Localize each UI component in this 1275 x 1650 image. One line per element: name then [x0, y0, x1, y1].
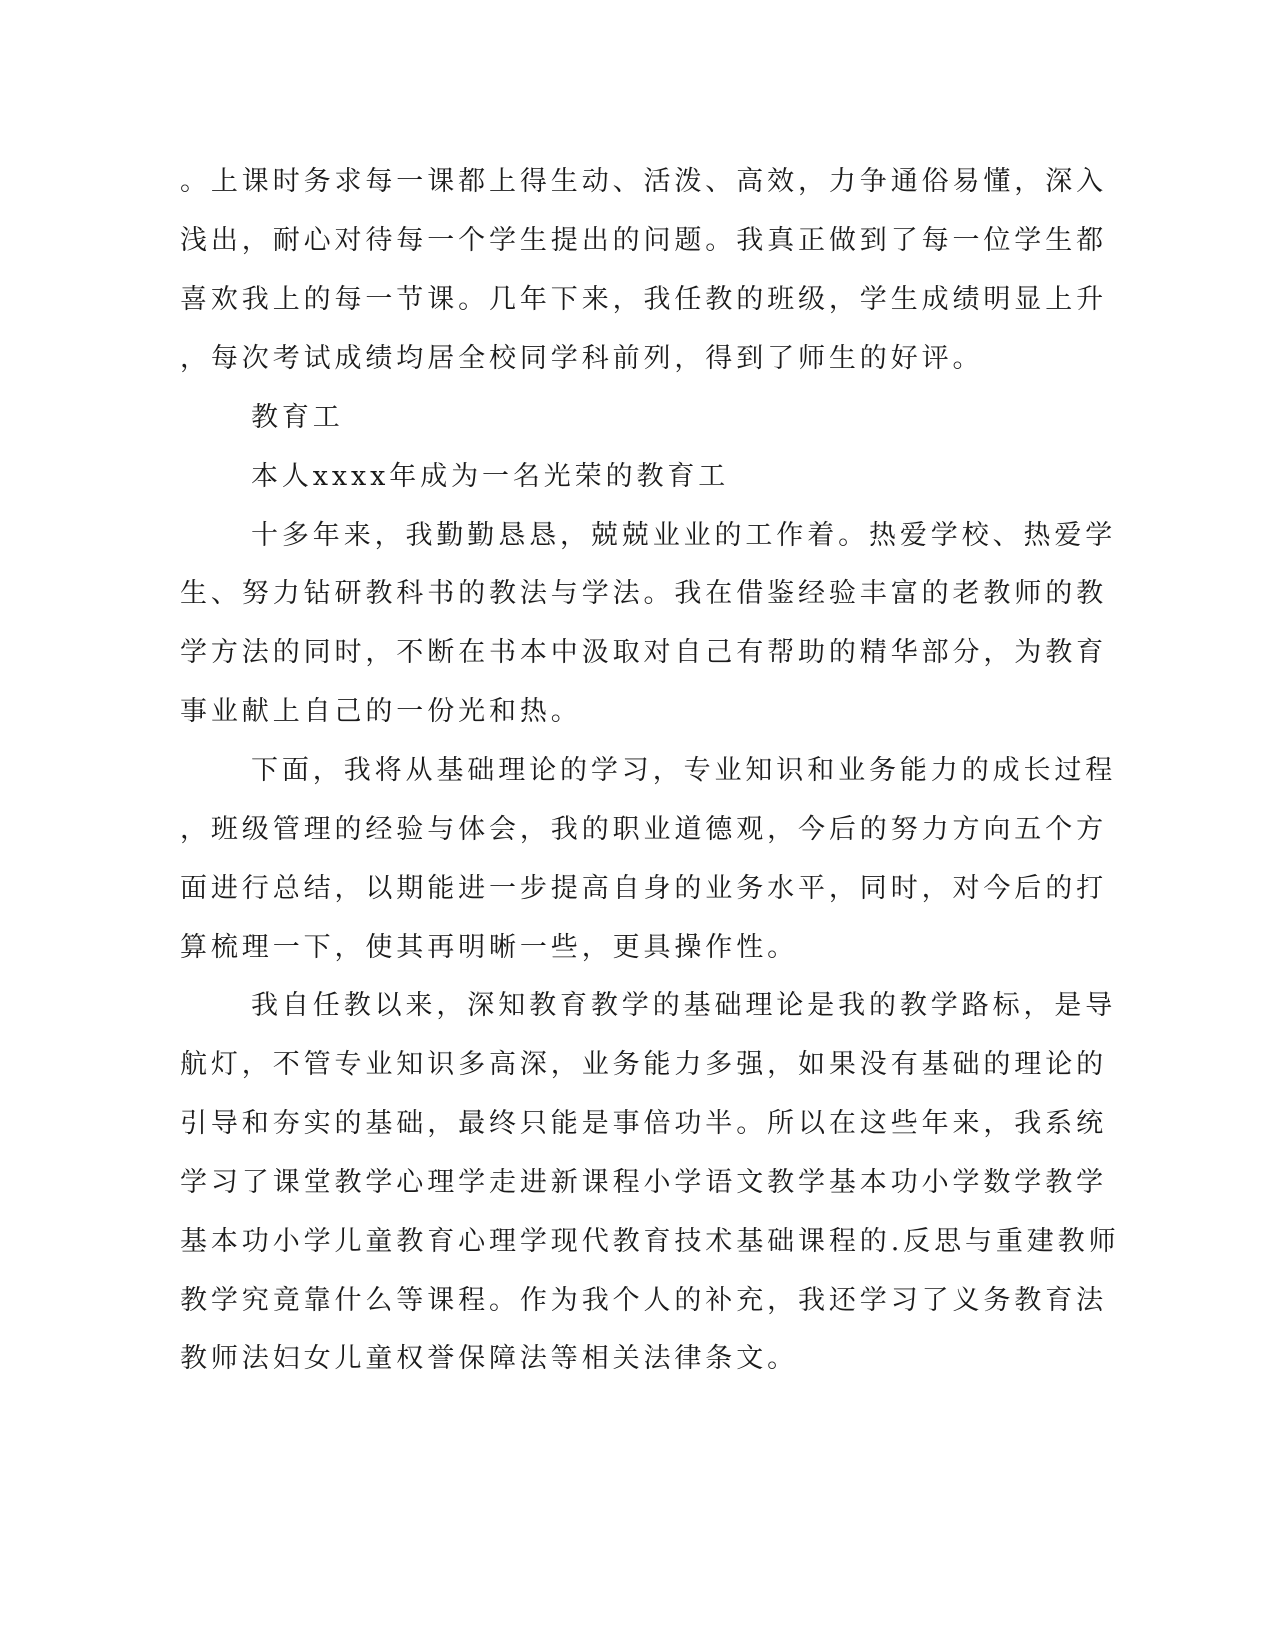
text-line: 教学究竟靠什么等课程。作为我个人的补充，我还学习了义务教育法 [180, 1285, 1107, 1316]
text-line: 。上课时务求每一课都上得生动、活泼、高效，力争通俗易懂，深入 [180, 166, 1107, 197]
text-line: 浅出，耐心对待每一个学生提出的问题。我真正做到了每一位学生都 [180, 225, 1107, 256]
text-line: 学方法的同时，不断在书本中汲取对自己有帮助的精华部分，为教育 [180, 637, 1107, 668]
text-line: ，每次考试成绩均居全校同学科前列，得到了师生的好评。 [180, 343, 984, 374]
section-heading: 教育工 [251, 402, 344, 433]
text-line: 我自任教以来，深知教育教学的基础理论是我的教学路标，是导 [251, 990, 1117, 1021]
text-line: 本人xxxx年成为一名光荣的教育工 [251, 461, 730, 492]
text-line: 学习了课堂教学心理学走进新课程小学语文教学基本功小学数学教学 [180, 1167, 1107, 1198]
text-line: 事业献上自己的一份光和热。 [180, 696, 582, 727]
text-line: 喜欢我上的每一节课。几年下来，我任教的班级，学生成绩明显上升 [180, 284, 1107, 315]
text-line: 十多年来，我勤勤恳恳，兢兢业业的工作着。热爱学校、热爱学 [251, 520, 1117, 551]
text-line: 航灯，不管专业知识多高深，业务能力多强，如果没有基础的理论的 [180, 1049, 1107, 1080]
text-line: 基本功小学儿童教育心理学现代教育技术基础课程的.反思与重建教师 [180, 1226, 1120, 1257]
text-line: 面进行总结，以期能进一步提高自身的业务水平，同时，对今后的打 [180, 873, 1107, 904]
text-line: ，班级管理的经验与体会，我的职业道德观，今后的努力方向五个方 [180, 814, 1107, 845]
text-line: 下面，我将从基础理论的学习，专业知识和业务能力的成长过程 [251, 755, 1117, 786]
text-line: 生、努力钻研教科书的教法与学法。我在借鉴经验丰富的老教师的教 [180, 578, 1107, 609]
text-line: 引导和夯实的基础，最终只能是事倍功半。所以在这些年来，我系统 [180, 1108, 1107, 1139]
text-line: 算梳理一下，使其再明晰一些，更具操作性。 [180, 932, 798, 963]
text-line: 教师法妇女儿童权誉保障法等相关法律条文。 [180, 1343, 798, 1374]
